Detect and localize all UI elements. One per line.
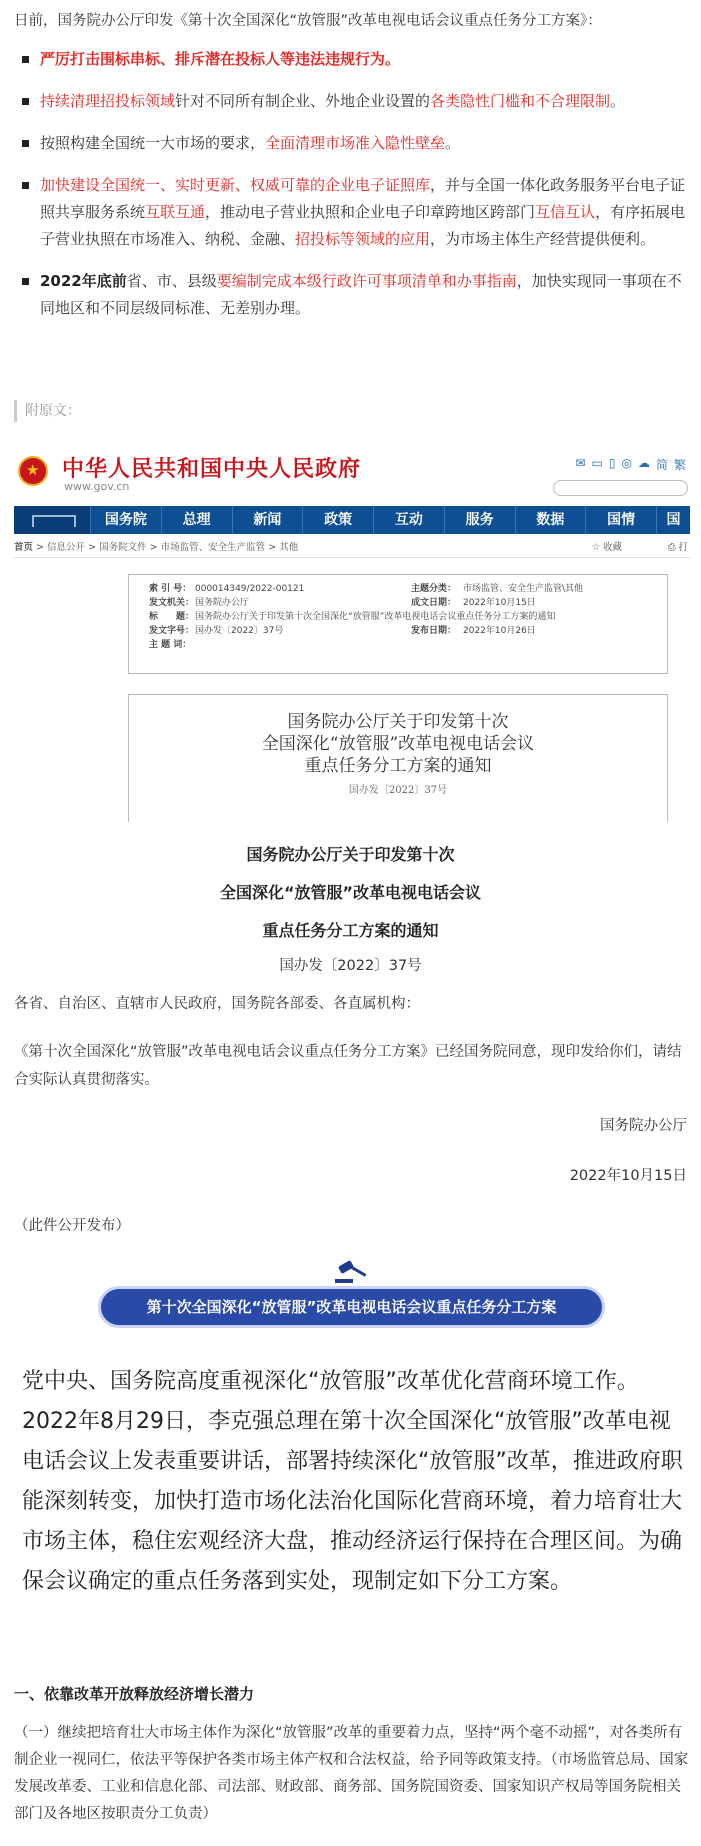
notice-body: 《第十次全国深化“放管服”改革电视电话会议重点任务分工方案》已经国务院同意，现印发给你们，请结合实际认真贯彻落实。 — [14, 1044, 682, 1088]
nav-item[interactable]: 国 — [656, 506, 690, 534]
bullet-text-run: ，加快实现同一事项在不同地区和不同层级同标准、无差别办理。 — [40, 272, 682, 317]
gov-top-icons — [575, 456, 686, 473]
nav-item[interactable]: 互动 — [373, 506, 444, 534]
bullet-text-run: 要编制完成本级行政许可事项清单和办事指南 — [216, 272, 517, 290]
gov-site-name: 中华人民共和国中央人民政府 — [62, 457, 362, 482]
mail-icon[interactable]: ✉ — [575, 456, 586, 470]
nav-item[interactable]: 新闻 — [232, 506, 303, 534]
bullet-square-icon — [22, 278, 29, 285]
notice-title-line: 国务院办公厅关于印发第十次 — [246, 845, 455, 864]
weibo-icon[interactable]: ◎ — [621, 456, 632, 470]
tablet-icon[interactable]: ▭ — [591, 456, 603, 470]
doc-title-line: 国务院办公厅关于印发第十次 — [287, 712, 509, 732]
bullet-square-icon — [22, 182, 29, 189]
bullet-text-run: 针对不同所有制企业、外地企业设置的 — [175, 92, 431, 110]
gov-search-input[interactable] — [553, 480, 688, 496]
bullet-text-run: 按照构建全国统一大市场的要求， — [40, 134, 266, 152]
plan-intro-paragraph: 党中央、国务院高度重视深化“放管服”改革优化营商环境工作。2022年8月29日，李克强总理在第十次全国深化“放管服”改革电视电话会议上发表重要讲话，部署持续深化“放管服”改革，推进政府职能深刻转变，加快打造市场化法治化国际化营商环境，着力培育壮大市场主体，稳住宏观经济大盘，推动经济运行保持在合理区间。为确保会议确定的重点任务落到实处，现制定如下分工方案。 — [22, 1369, 683, 1594]
plan-banner — [0, 1260, 701, 1340]
notice-addressee: 各省、自治区、直辖市人民政府，国务院各部委、各直属机构： — [14, 996, 420, 1012]
breadcrumb-item[interactable]: 国务院文件 — [99, 542, 147, 553]
bullet-text-run: 严厉打击围标串标、排斥潜在投标人等违法违规行为。 — [40, 50, 401, 68]
bullet-text-run: 互联互通 — [145, 203, 206, 221]
notice-signer: 国务院办公厅 — [600, 1118, 687, 1134]
bullet-text-run: 。 — [610, 92, 626, 110]
breadcrumb: 首页 > 信息公开 > 国务院文件 > 市场监管、安全生产监管 > 其他 ☆ 收藏 ⎙ 打 — [14, 538, 690, 558]
nav-item[interactable]: 国情 — [585, 506, 656, 534]
nav-item[interactable]: 政策 — [302, 506, 373, 534]
bullet-text-run: 2022年底前 — [40, 272, 127, 290]
bullet-text-run: ，为市场主体生产经营提供便利。 — [430, 230, 656, 248]
bullet-text-run: 省、市、县级 — [126, 272, 217, 290]
attachment-label: 附原文： — [14, 400, 81, 422]
notice-title-line: 重点任务分工方案的通知 — [262, 921, 439, 940]
doc-title-line: 全国深化“放管服”改革电视电话会议 — [261, 734, 535, 754]
home-building-icon[interactable] — [14, 506, 90, 534]
key-points-list — [22, 46, 690, 337]
nav-item[interactable]: 服务 — [444, 506, 515, 534]
section-heading: 一、依靠改革开放释放经济增长潜力 — [14, 1685, 255, 1703]
breadcrumb-item[interactable]: 信息公开 — [47, 542, 86, 553]
bullet-square-icon — [22, 98, 29, 105]
bullet-text-run: 全面清理市场准入隐性壁垒 — [265, 134, 446, 152]
bullet-square-icon — [22, 56, 29, 63]
bullet-text-run: ，有序拓展电子营业执照在市场准入、纳税、金融、 — [40, 203, 686, 248]
gov-header — [14, 446, 690, 506]
notice-date: 2022年10月15日 — [569, 1168, 687, 1184]
bullet-text — [40, 50, 400, 68]
notice-title-line: 全国深化“放管服”改革电视电话会议 — [219, 883, 482, 902]
bullet-text-run: 。 — [445, 134, 461, 152]
notice-public: （此件公开发布） — [14, 1218, 130, 1234]
gov-site-url: www.gov.cn — [64, 480, 130, 493]
nav-item[interactable]: 数据 — [515, 506, 586, 534]
simplified-chinese-link[interactable]: 简 — [655, 458, 668, 472]
notice-doc-number: 国办发〔2022〕37号 — [279, 958, 422, 974]
bullet-item — [22, 130, 690, 157]
breadcrumb-home[interactable]: 首页 — [14, 542, 34, 553]
bullet-item — [22, 46, 690, 73]
gov-nav-bar — [14, 506, 690, 534]
intro-text: 日前，国务院办公厅印发《第十次全国深化“放管服”改革电视电话会议重点任务分工方案》： — [14, 13, 602, 29]
bullet-text-run: 加快建设全国统一、实时更新、权威可靠的企业电子证照库 — [40, 176, 431, 194]
bullet-item — [22, 268, 690, 322]
doc-number: 国办发〔2022〕37号 — [348, 785, 448, 796]
section-paragraph: （一）继续把培育壮大市场主体作为深化“放管服”改革的重要着力点，坚持“两个毫不动摇”，对各类所有制企业一视同仁，依法平等保护各类市场主体产权和合法权益，给予同等政策支持。（市场监管总局、国家发展改革委、工业和信息化部、司法部、财政部、商务部、国务院国资委、国家知识产权局等国务院相关部门及各地区按职责分工负责） — [14, 1725, 689, 1822]
bullet-text — [40, 92, 625, 110]
plan-banner-title: 第十次全国深化“放管服”改革电视电话会议重点任务分工方案 — [98, 1286, 605, 1328]
bullet-text-run: ，并与全国一体化政务服务平台电子证照共享服务系统 — [40, 176, 686, 221]
wechat-icon[interactable]: ☁ — [637, 456, 650, 470]
doc-title-line: 重点任务分工方案的通知 — [304, 756, 492, 776]
gov-page-screenshot — [14, 446, 690, 822]
bullet-square-icon — [22, 140, 29, 147]
bullet-text-run: 互信互认 — [535, 203, 596, 221]
gavel-icon — [335, 1260, 369, 1284]
nav-item[interactable]: 国务院 — [90, 506, 161, 534]
bullet-text — [40, 272, 682, 317]
breadcrumb-item[interactable]: 市场监管、安全生产监管 — [160, 542, 266, 553]
document-title-box — [128, 694, 668, 822]
print-button[interactable]: ⎙ 打 — [667, 542, 688, 553]
favorite-button[interactable]: ☆ 收藏 — [591, 542, 622, 553]
bullet-text-run: ，推动电子营业执照和企业电子印章跨地区跨部门 — [205, 203, 536, 221]
document-metadata-table: 索 引 号： 000014349/2022-00121 发文机关：国务院办公厅 标 题：国务院办公厅关于印发第十次全国深化“放管服”改革电视电话会议重点任务分工方案的通知 发文字号：国办发〔2022〕37号 主 题 词： 主题分类： 市场监管、安全生产监管\其他 成文日期： 2022年10月15日 发布日期： 2022年10月26日 — [128, 574, 668, 674]
breadcrumb-item[interactable]: 其他 — [279, 542, 299, 553]
traditional-chinese-link[interactable]: 繁 — [673, 458, 686, 472]
national-emblem-icon — [18, 456, 48, 486]
bullet-item — [22, 172, 690, 253]
bullet-text-run: 各类隐性门槛和不合理限制 — [430, 92, 611, 110]
bullet-text-run: 持续清理招投标领域 — [40, 92, 176, 110]
mobile-icon[interactable]: ▯ — [608, 456, 616, 470]
bullet-text — [40, 134, 460, 152]
bullet-text — [40, 176, 685, 248]
nav-item[interactable]: 总理 — [161, 506, 232, 534]
bullet-text-run: 招投标等领域的应用 — [295, 230, 431, 248]
bullet-item — [22, 88, 690, 115]
